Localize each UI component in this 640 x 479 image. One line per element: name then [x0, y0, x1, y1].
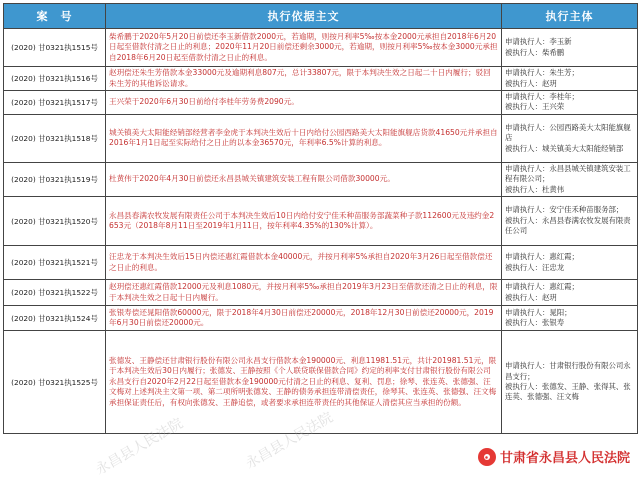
enforcement-parties [502, 197, 638, 246]
table-row [4, 162, 638, 196]
enforcement-parties [502, 280, 638, 306]
header-case-no: 案 号 [4, 4, 106, 29]
table-row [4, 306, 638, 331]
judgment-content: 赵玥偿还朱生芳借款本金33000元及逾期利息807元，总计33807元，限于本判决生效之日起二十日内履行；驳回朱生芳的其他诉讼请求。 [106, 67, 502, 91]
table-row [4, 197, 638, 246]
table-row [4, 246, 638, 280]
applicant: 申请执行人：公园西路美大太阳能旗舰店 [505, 122, 631, 143]
court-logo [474, 445, 634, 468]
judgment-content: 王兴荣于2020年6月30日前给付李桂年劳务费2090元。 [106, 91, 502, 115]
table-row [4, 29, 638, 67]
table-header-row [4, 4, 638, 29]
applicant: 申请执行人：李桂年； [505, 92, 579, 101]
case-number: (2020) 甘0321执1519号 [4, 162, 106, 196]
table-row [4, 91, 638, 115]
respondent: 被执行人：张银寿 [505, 318, 565, 328]
respondent: 被执行人：赵玥 [505, 78, 557, 88]
applicant: 申请执行人：惠红霞； [505, 252, 579, 262]
enforcement-table [3, 3, 638, 434]
table-row [4, 280, 638, 306]
judgment-content: 柴希鹏于2020年5月20日前偿还李玉新借款2000元，若逾期，则按月利率5‰按本金2000元承担自2018年6月20日起至借款付清之日止的利息；2020年11月20日前偿还剩余3000元，若逾期，则按月利率5‰按本金3000元承担自2018年6月20日起至借款付清之日止的利息。 [106, 29, 502, 67]
applicant: 申请执行人：晁阳； [505, 307, 572, 317]
enforcement-parties [502, 67, 638, 91]
case-number: (2020) 甘0321执1522号 [4, 280, 106, 306]
respondent: 被执行人：城关镇美大太阳能经销部 [505, 143, 624, 153]
enforcement-parties [502, 29, 638, 67]
court-name: 甘肃省永昌县人民法院 [499, 451, 630, 466]
enforcement-parties [502, 331, 638, 434]
respondent: 被执行人：汪忠龙 [505, 262, 565, 272]
respondent: 被执行人：张德发、王静、张得其、张连英、张德强、汪文梅 [505, 382, 631, 402]
enforcement-parties [502, 162, 638, 196]
case-number: (2020) 甘0321执1520号 [4, 197, 106, 246]
applicant: 申请执行人：李玉新 [505, 37, 572, 47]
case-number: (2020) 甘0321执1525号 [4, 331, 106, 434]
watermark-text: 永昌县人民法院 [93, 415, 186, 479]
enforcement-parties [502, 114, 638, 162]
table-row [4, 114, 638, 162]
judgment-content: 城关镇美大太阳能经销部经营者李金虎于本判决生效后十日内给付公园西路美大太阳能旗舰店货款41650元并承担自2016年1月1日起至实际给付之日止的以本金36570元，年利率6.5%计算的利息。 [106, 114, 502, 162]
applicant: 申请执行人：朱生芳； [505, 68, 579, 78]
case-number: (2020) 甘0321执1524号 [4, 306, 106, 331]
applicant: 申请执行人：永昌县城关镇建筑安装工程有限公司； [505, 163, 631, 184]
header-content: 执行依据主文 [106, 4, 502, 29]
judgment-content: 张德发、王静偿还甘肃银行股份有限公司永昌支行借款本金190000元、利息11981.51元，共计201981.51元，限于本判决生效后30日内履行；张德发、王静按照《个人联贷联保借款合同》约定的利率支付甘肃银行股份有限公司永昌支行自2020年2月22日起至借款本金190000元付清之日止的利息、复利、罚息；徐琴、张连英、张德强、汪文梅对上述判决主文第一项、第二项所明张德发、王静的债务承担连带清偿责任，徐琴其、张连英、张德强、汪文梅承担保证责任后，有权向张德发、王静追偿，或者要求承担连带责任的其他保证人清偿其应当承担的份额。 [106, 331, 502, 434]
judgment-content: 汪忠龙于本判决生效后15日内偿还惠红霞借款本金40000元，并按月利率5%承担自2020年3月26日起至借款偿还之日止的利息。 [106, 246, 502, 280]
enforcement-parties [502, 306, 638, 331]
case-number: (2020) 甘0321执1518号 [4, 114, 106, 162]
respondent: 被执行人：永昌县春满农牧发展有限责任公司 [505, 215, 631, 236]
case-number: (2020) 甘0321执1515号 [4, 29, 106, 67]
respondent: 被执行人：赵玥 [505, 292, 557, 302]
respondent: 被执行人：杜黄伟 [505, 184, 565, 194]
applicant: 申请执行人：惠红霞； [505, 282, 579, 292]
header-parties: 执行主体 [502, 4, 638, 29]
table-row [4, 331, 638, 434]
weibo-icon [478, 448, 496, 466]
case-number: (2020) 甘0321执1517号 [4, 91, 106, 115]
watermark-text: 永昌县人民法院 [243, 409, 336, 473]
case-number: (2020) 甘0321执1516号 [4, 67, 106, 91]
applicant: 申请执行人：甘肃银行股份有限公司永昌支行； [505, 361, 631, 381]
judgment-content: 杜黄伟于2020年4月30日前偿还永昌县城关镇建筑安装工程有限公司借款30000元。 [106, 162, 502, 196]
respondent: 被执行人：王兴荣 [505, 102, 565, 112]
judgment-content: 张银寿偿还晁阳借款60000元，限于2018年4月30日前偿还20000元，2018年12月30日前偿还20000元，2019年6月30日前偿还20000元。 [106, 306, 502, 331]
case-number: (2020) 甘0321执1521号 [4, 246, 106, 280]
applicant: 申请执行人：安宁佳禾种苗服务部； [505, 205, 624, 215]
table-row [4, 67, 638, 91]
respondent: 被执行人：柴希鹏 [505, 47, 565, 57]
judgment-content: 永昌县春满农牧发展有限责任公司于本判决生效后10日内给付安宁佳禾种苗服务部蔬菜种子款112600元及违约金2653元（2018年8月11日至2019年1月11日，按年利率4.35%的130%计算）。 [106, 197, 502, 246]
enforcement-parties [502, 91, 638, 115]
judgment-content: 赵玥偿还惠红霞借款12000元及利息1080元，并按月利率5‰承担自2019年3月23日至借款还清之日止的利息，限于本判决生效之日起十日内履行。 [106, 280, 502, 306]
enforcement-parties [502, 246, 638, 280]
